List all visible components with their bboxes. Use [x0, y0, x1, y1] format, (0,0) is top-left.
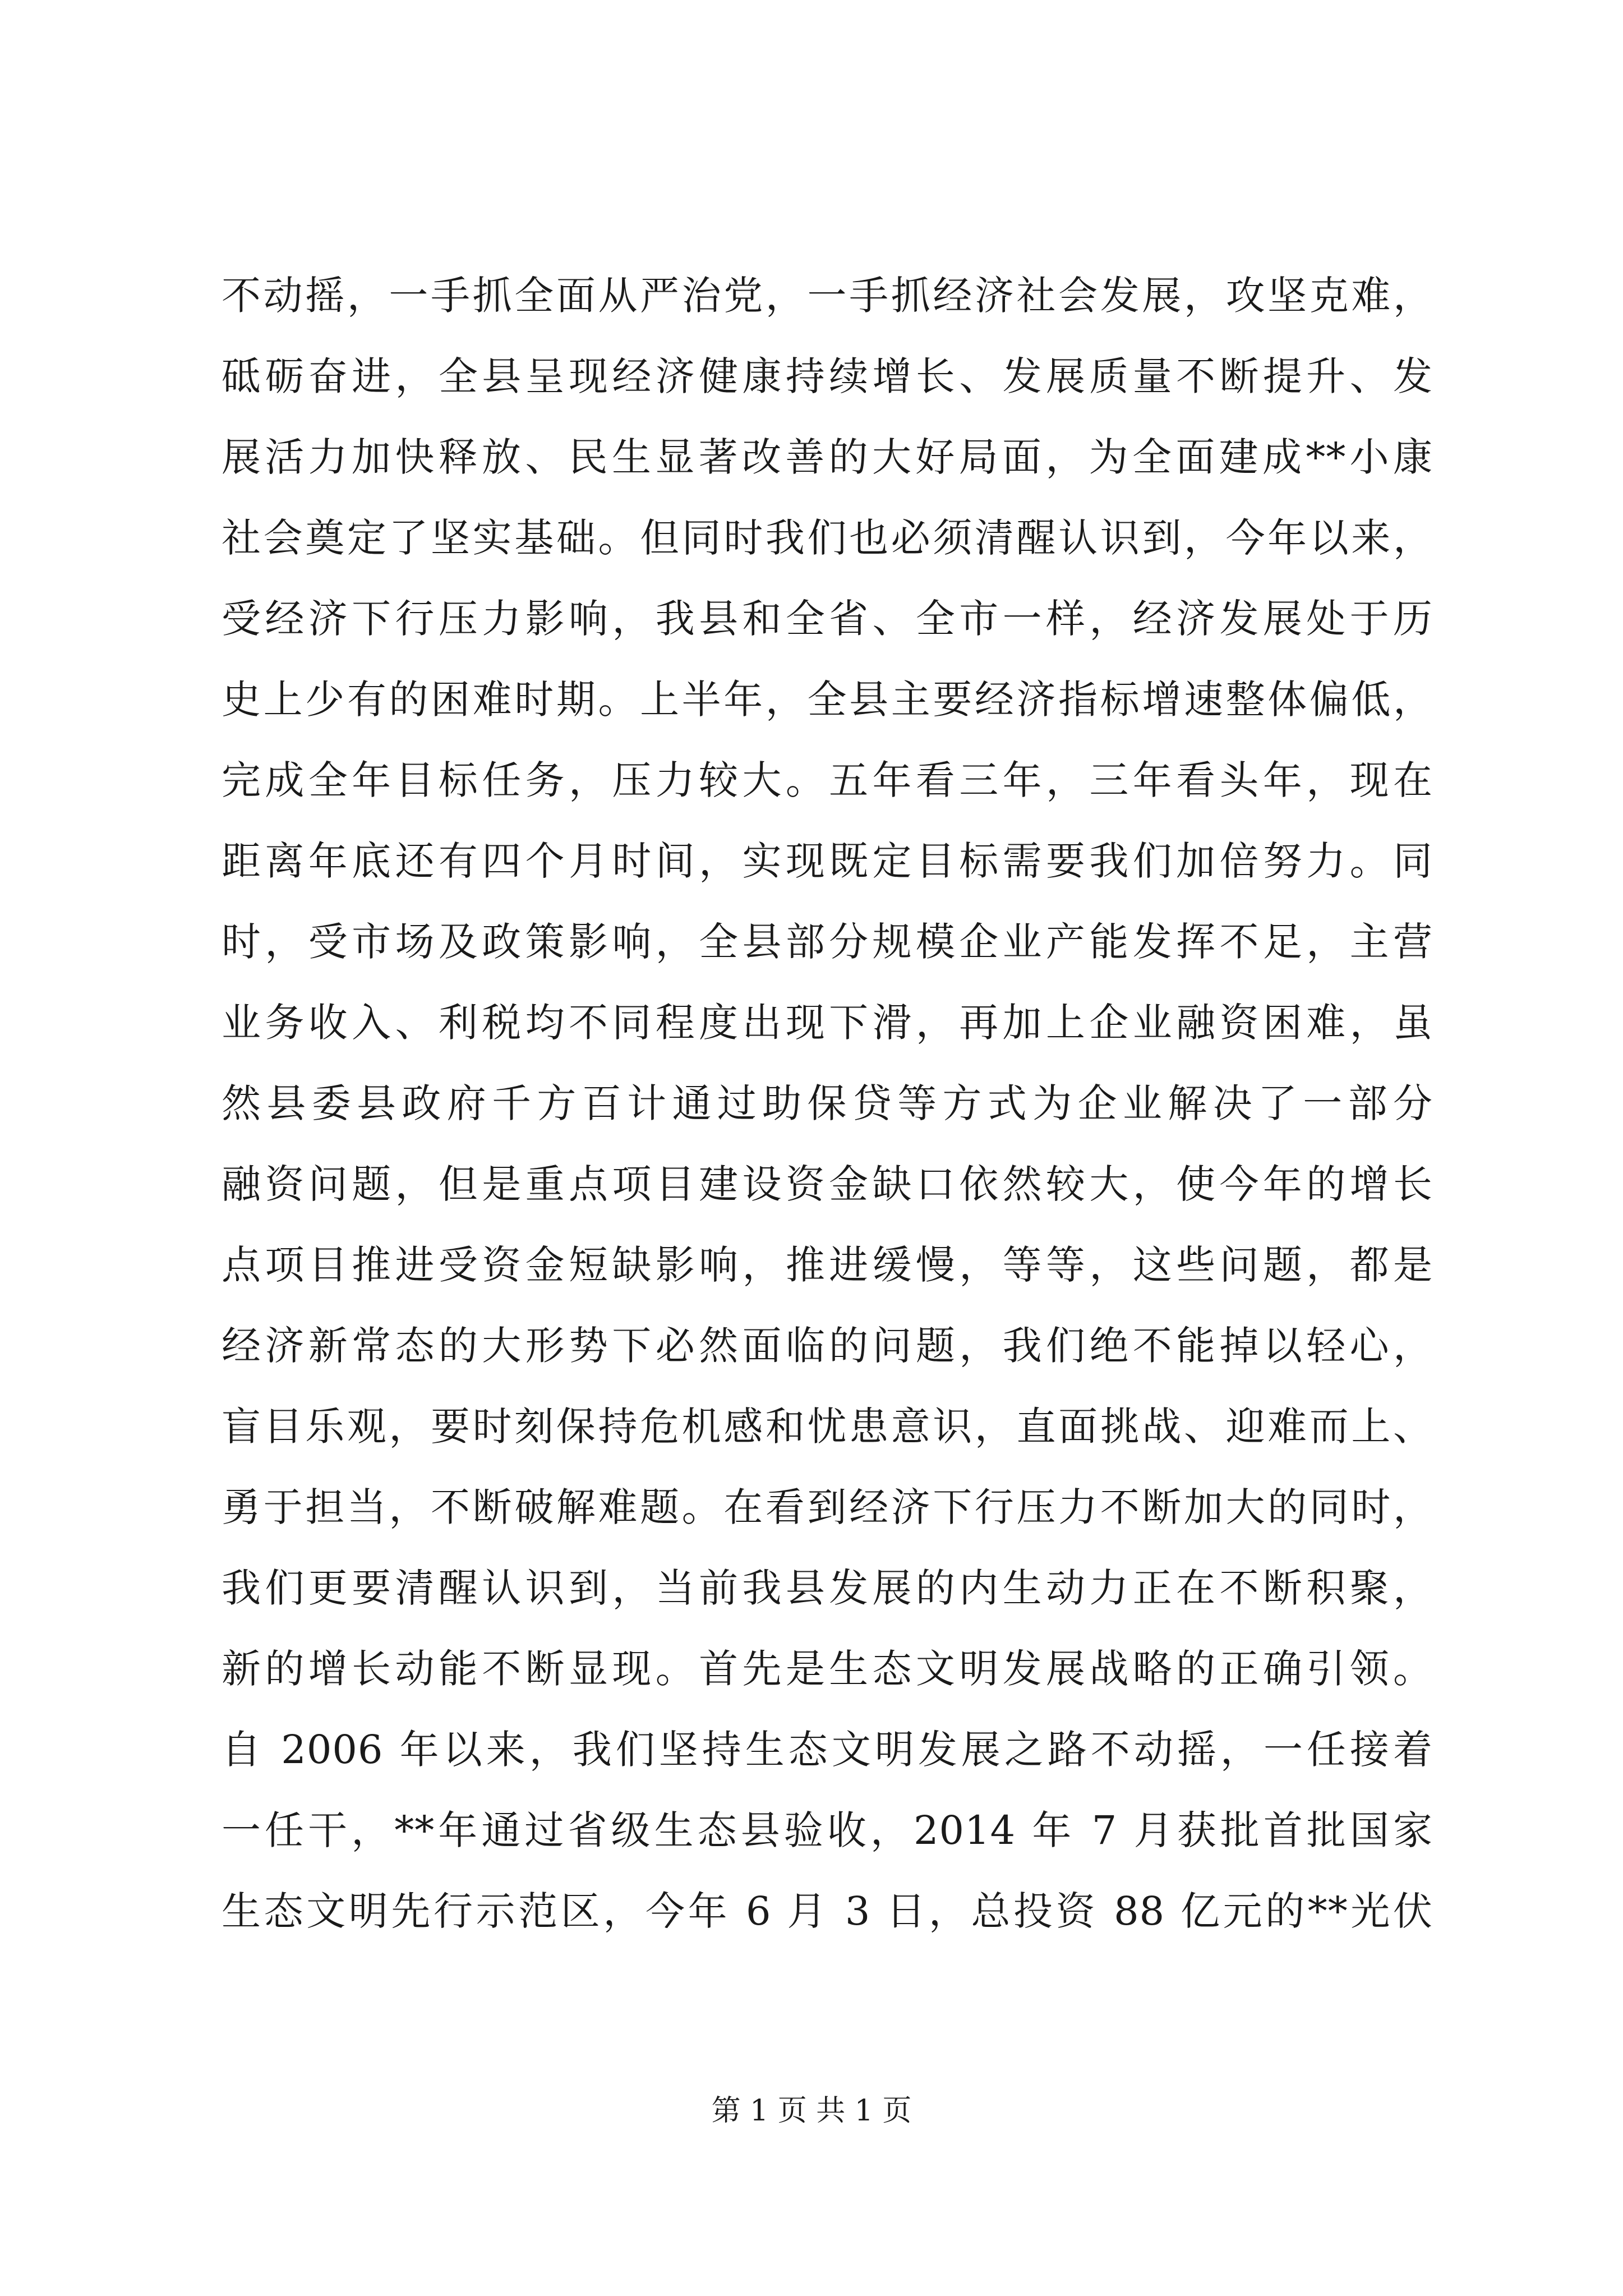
text-line: 我们更要清醒认识到，当前我县发展的内生动力正在不断积聚， — [222, 1565, 1433, 1611]
text-line: 砥砺奋进，全县呈现经济健康持续增长、发展质量不断提升、发 — [222, 353, 1433, 399]
text-line: 新的增长动能不断显现。首先是生态文明发展战略的正确引领。 — [222, 1646, 1433, 1692]
text-line: 业务收入、利税均不同程度出现下滑，再加上企业融资困难，虽 — [222, 1000, 1433, 1046]
page-footer — [0, 2091, 1623, 2131]
text-line: 点项目推进受资金短缺影响，推进缓慢，等等，这些问题，都是 — [222, 1242, 1433, 1288]
text-line: 不动摇，一手抓全面从严治党，一手抓经济社会发展，攻坚克难， — [222, 273, 1433, 319]
text-line: 生态文明先行示范区，今年 6 月 3 日，总投资 88 亿元的**光伏 — [222, 1888, 1433, 1934]
text-line: 史上少有的困难时期。上半年，全县主要经济指标增速整体偏低， — [222, 677, 1433, 723]
text-line: 距离年底还有四个月时间，实现既定目标需要我们加倍努力。同 — [222, 838, 1433, 884]
text-line: 一任干，**年通过省级生态县验收，2014 年 7 月获批首批国家 — [222, 1807, 1433, 1853]
page-number-label: 第 1 页 共 1 页 — [711, 2094, 912, 2128]
text-line: 完成全年目标任务，压力较大。五年看三年，三年看头年，现在 — [222, 757, 1433, 803]
text-line: 勇于担当，不断破解难题。在看到经济下行压力不断加大的同时， — [222, 1484, 1433, 1530]
text-line: 融资问题，但是重点项目建设资金缺口依然较大，使今年的增长 — [222, 1161, 1433, 1207]
body-text — [222, 255, 1433, 1952]
text-line: 展活力加快释放、民生显著改善的大好局面，为全面建成**小康 — [222, 434, 1433, 480]
text-line: 经济新常态的大形势下必然面临的问题，我们绝不能掉以轻心， — [222, 1323, 1433, 1369]
text-line: 时，受市场及政策影响，全县部分规模企业产能发挥不足，主营 — [222, 919, 1433, 965]
text-line: 自 2006 年以来，我们坚持生态文明发展之路不动摇，一任接着 — [222, 1727, 1433, 1773]
text-line: 盲目乐观，要时刻保持危机感和忧患意识，直面挑战、迎难而上、 — [222, 1404, 1433, 1450]
text-line: 社会奠定了坚实基础。但同时我们也必须清醒认识到，今年以来， — [222, 515, 1433, 561]
text-line: 然县委县政府千方百计通过助保贷等方式为企业解决了一部分 — [222, 1080, 1433, 1126]
text-line: 受经济下行压力影响，我县和全省、全市一样，经济发展处于历 — [222, 596, 1433, 642]
